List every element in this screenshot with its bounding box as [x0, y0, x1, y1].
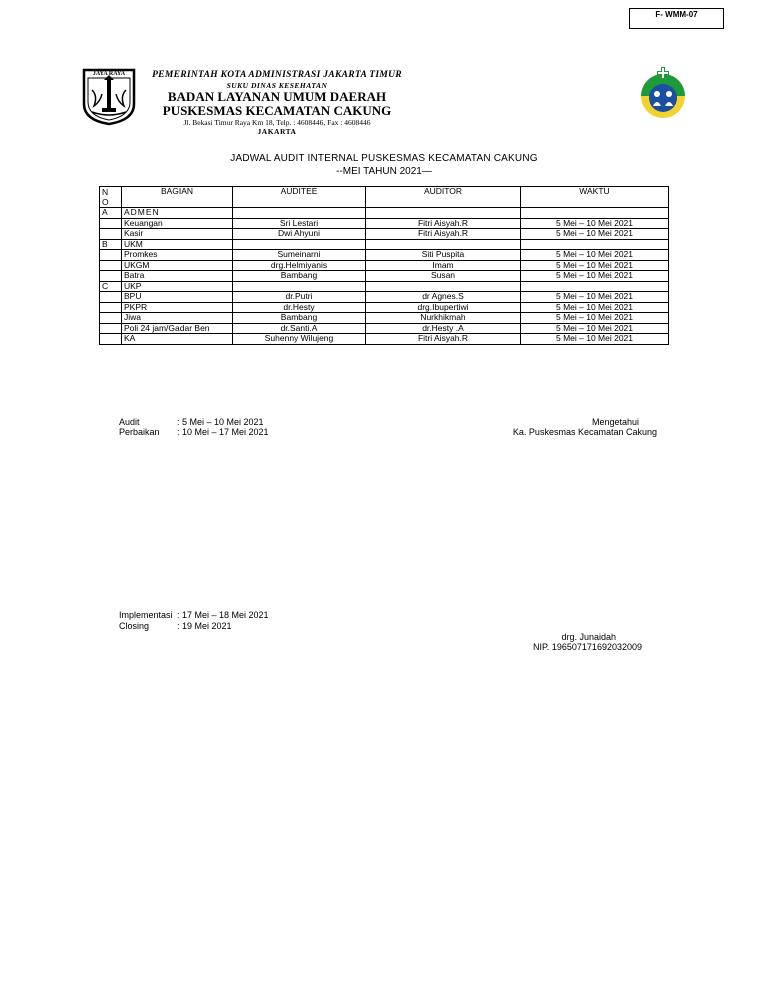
cell-bagian: Promkes	[122, 250, 233, 261]
cell-auditee: Sumeinarni	[233, 250, 366, 261]
cell-bagian: UKM	[122, 239, 233, 250]
cell-auditor: Siti Puspita	[366, 250, 521, 261]
mengetahui-text: Mengetahui	[591, 417, 639, 427]
closing-label: Closing	[119, 621, 150, 631]
cell-no	[100, 218, 122, 229]
cell-bagian: BPU	[122, 292, 233, 303]
header-line-city: JAKARTA	[257, 127, 297, 136]
table-row	[100, 250, 669, 261]
cell-no	[100, 260, 122, 271]
cell-no	[100, 302, 122, 313]
cell-auditee: Bambang	[233, 313, 366, 324]
table-row	[100, 271, 669, 282]
cell-auditee	[233, 281, 366, 292]
signer-position: Ka. Puskesmas Kecamatan Cakung	[512, 427, 657, 437]
cell-auditor	[366, 208, 521, 219]
cell-auditor: Fitri Aisyah.R	[366, 334, 521, 345]
table-row	[100, 313, 669, 324]
cell-auditee	[233, 208, 366, 219]
cell-waktu	[521, 239, 669, 250]
audit-value: : 5 Mei – 10 Mei 2021	[177, 417, 264, 427]
cell-waktu: 5 Mei – 10 Mei 2021	[521, 313, 669, 324]
cell-auditee: Bambang	[233, 271, 366, 282]
cell-bagian: Keuangan	[122, 218, 233, 229]
cell-auditor: dr Agnes.S	[366, 292, 521, 303]
cell-auditor: dr.Hesty .A	[366, 323, 521, 334]
signer-name: drg. Junaidah	[561, 632, 616, 642]
cell-no: B	[100, 239, 122, 250]
cell-auditor: Nurkhikmah	[366, 313, 521, 324]
implementasi-period	[119, 610, 269, 620]
table-row	[100, 334, 669, 345]
cell-waktu: 5 Mei – 10 Mei 2021	[521, 302, 669, 313]
cell-auditee: dr.Santi.A	[233, 323, 366, 334]
table-row	[100, 281, 669, 292]
closing-value: : 19 Mei 2021	[177, 621, 232, 631]
cell-bagian: Kasir	[122, 229, 233, 240]
table-row	[100, 260, 669, 271]
table-row	[100, 239, 669, 250]
closing-period	[119, 621, 232, 631]
header-line-puskesmas: PUSKESMAS KECAMATAN CAKUNG	[162, 103, 392, 118]
cell-waktu: 5 Mei – 10 Mei 2021	[521, 334, 669, 345]
table-row	[100, 292, 669, 303]
signer-nip: NIP. 196507171692032009	[533, 642, 642, 652]
cell-waktu: 5 Mei – 10 Mei 2021	[521, 292, 669, 303]
cell-auditee: dr.Putri	[233, 292, 366, 303]
cell-no	[100, 250, 122, 261]
perbaikan-label: Perbaikan	[119, 427, 160, 437]
header-line-agency: BADAN LAYANAN UMUM DAERAH	[167, 89, 387, 104]
audit-label: Audit	[119, 417, 140, 427]
cell-waktu: 5 Mei – 10 Mei 2021	[521, 218, 669, 229]
cell-no	[100, 323, 122, 334]
cell-waktu: 5 Mei – 10 Mei 2021	[521, 271, 669, 282]
cell-bagian: Poli 24 jam/Gadar Ben	[122, 323, 233, 334]
form-code-box	[629, 8, 724, 29]
implementasi-label: Implementasi	[119, 610, 173, 620]
header-bagian: BAGIAN	[122, 187, 233, 208]
cell-bagian: KA	[122, 334, 233, 345]
implementasi-value: : 17 Mei – 18 Mei 2021	[177, 610, 269, 620]
letterhead	[80, 66, 690, 136]
header-line-government: PEMERINTAH KOTA ADMINISTRASI JAKARTA TIMUR	[152, 70, 402, 80]
cell-auditee	[233, 239, 366, 250]
cell-waktu: 5 Mei – 10 Mei 2021	[521, 250, 669, 261]
table-row	[100, 302, 669, 313]
table-row	[100, 323, 669, 334]
perbaikan-period	[119, 427, 269, 437]
cell-auditor: drg.Ibupertiwi	[366, 302, 521, 313]
document-subtitle: --MEI TAHUN 2021—	[336, 166, 432, 177]
header-line-address: Jl. Bekasi Timur Raya Km 18, Telp. : 4608446, Fax : 4608446	[183, 118, 371, 127]
cell-waktu	[521, 281, 669, 292]
cell-auditee: Dwi Ahyuni	[233, 229, 366, 240]
letterhead-text	[142, 70, 412, 136]
cell-waktu: 5 Mei – 10 Mei 2021	[521, 229, 669, 240]
cell-no: C	[100, 281, 122, 292]
table-row	[100, 208, 669, 219]
cell-auditor	[366, 281, 521, 292]
cell-auditee: Suhenny Wilujeng	[233, 334, 366, 345]
perbaikan-value: : 10 Mei – 17 Mei 2021	[177, 427, 269, 437]
cell-no	[100, 229, 122, 240]
cell-waktu: 5 Mei – 10 Mei 2021	[521, 323, 669, 334]
crest-label: JAYA RAYA	[92, 71, 126, 77]
cell-auditor: Susan	[366, 271, 521, 282]
cell-waktu: 5 Mei – 10 Mei 2021	[521, 260, 669, 271]
form-code: F- WMM-07	[655, 10, 698, 19]
cell-auditor: Fitri Aisyah.R	[366, 218, 521, 229]
cell-no	[100, 292, 122, 303]
cell-no	[100, 271, 122, 282]
cell-bagian: UKP	[122, 281, 233, 292]
header-auditor: AUDITOR	[366, 187, 521, 208]
cell-bagian: Jiwa	[122, 313, 233, 324]
audit-period	[119, 417, 264, 427]
cell-auditor	[366, 239, 521, 250]
header-waktu: WAKTU	[521, 187, 669, 208]
cell-bagian: ADMEN	[122, 208, 233, 219]
cell-no: A	[100, 208, 122, 219]
cell-auditee: drg.Helmiyanis	[233, 260, 366, 271]
cell-auditee: Sri Lestari	[233, 218, 366, 229]
header-no: N O	[100, 187, 122, 208]
cell-auditor: Imam	[366, 260, 521, 271]
cell-no	[100, 313, 122, 324]
cell-no	[100, 334, 122, 345]
header-auditee: AUDITEE	[233, 187, 366, 208]
cell-bagian: PKPR	[122, 302, 233, 313]
puskesmas-logo	[637, 66, 689, 122]
cell-bagian: UKGM	[122, 260, 233, 271]
cell-bagian: Batra	[122, 271, 233, 282]
table-row	[100, 218, 669, 229]
document-title: JADWAL AUDIT INTERNAL PUSKESMAS KECAMATAN CAKUNG	[230, 153, 538, 164]
cell-waktu	[521, 208, 669, 219]
header-line-department: SUKU DINAS KESEHATAN	[226, 81, 328, 90]
cell-auditee: dr.Hesty	[233, 302, 366, 313]
table-row	[100, 229, 669, 240]
cell-auditor: Fitri Aisyah.R	[366, 229, 521, 240]
audit-schedule-table	[99, 186, 669, 345]
table-header-row	[100, 187, 669, 208]
